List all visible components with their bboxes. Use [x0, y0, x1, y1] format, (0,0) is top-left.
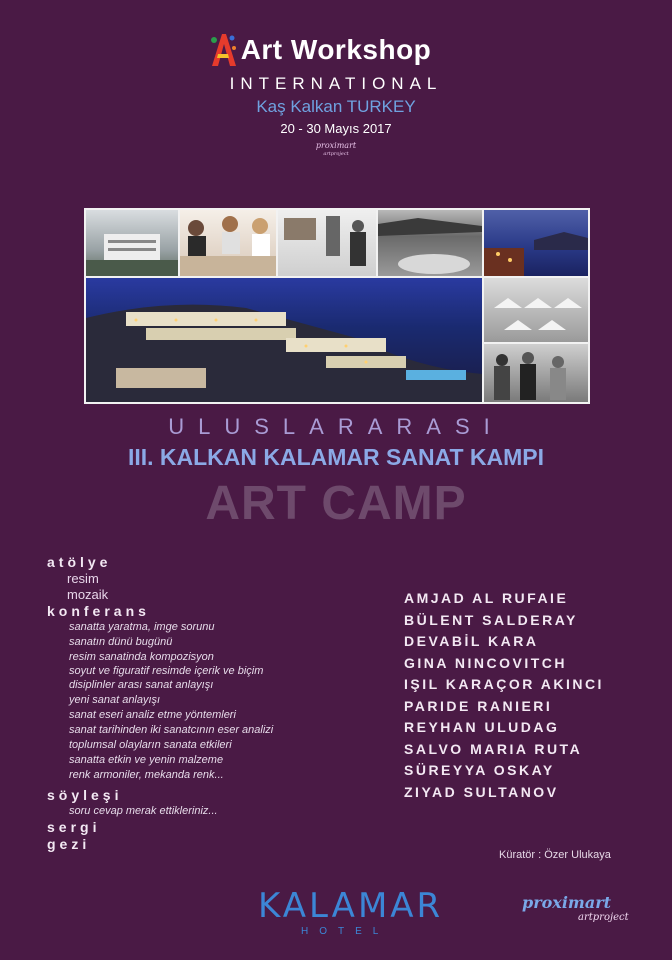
artist-list — [404, 588, 604, 803]
artist-name: SÜREYYA OSKAY — [404, 762, 555, 778]
list-item: resim sanatinda kompozisyon — [69, 651, 214, 663]
photo-visitors-bw — [484, 344, 588, 402]
list-item: soyut ve figuratif resimde içerik ve biçim — [69, 665, 264, 677]
artist-name: BÜLENT SALDERAY — [404, 611, 578, 628]
header-location: Kaş Kalkan TURKEY — [256, 97, 416, 116]
proximart-logo: proximart — [522, 893, 612, 912]
list-item: soru cevap merak ettikleriniz... — [69, 805, 218, 817]
list-item: sanatta etkin ve yenin malzeme — [69, 754, 224, 766]
program-heading-sergi: sergi — [47, 819, 101, 835]
photo-kalamar-hotel-night — [86, 278, 482, 402]
list-item: sanat eseri analiz etme yöntemleri — [69, 709, 236, 721]
artist-name: GINA NINCOVITCH — [404, 654, 567, 671]
program-heading-konferans: konferans — [47, 603, 150, 619]
list-item: toplumsal olayların sanata etkileri — [69, 739, 232, 751]
photo-sea-bw — [378, 210, 482, 276]
list-item: yeni sanat anlayışı — [69, 694, 161, 706]
program-heading-gezi: gezi — [47, 836, 91, 852]
artist-name: PARIDE RANIERI — [404, 697, 553, 714]
curator-credit: Küratör : Özer Ulukaya — [499, 849, 611, 861]
list-item: mozaik — [67, 587, 109, 602]
header-title: Art Workshop — [240, 34, 432, 65]
artist-name: REYHAN ULUDAG — [404, 719, 560, 735]
list-item: disiplinler arası sanat anlayışı — [69, 679, 214, 691]
photo-hotel-bw — [86, 210, 178, 276]
photo-collage — [84, 208, 590, 404]
header-dates: 20 - 30 Mayıs 2017 — [280, 121, 392, 136]
list-item: sanat tarihinden iki sanatcının eser analizi — [69, 724, 274, 736]
small-logo-sub: artproject — [323, 151, 349, 157]
photo-umbrellas-bw — [484, 278, 588, 342]
artist-name: DEVABİL KARA — [404, 633, 539, 649]
list-item: sanatta yaratma, imge sorunu — [69, 621, 215, 633]
program-heading-soylesi: söyleşi — [47, 787, 123, 803]
list-item: resim — [67, 571, 99, 586]
uluslararasi-heading: ULUSLARARASI — [168, 414, 504, 439]
list-item: sanatın dünü bugünü — [69, 636, 173, 648]
artist-name: AMJAD AL RUFAIE — [404, 590, 569, 606]
photo-exhibition — [278, 210, 376, 276]
proximart-small-logo — [0, 142, 672, 158]
hotel-word: HOTEL — [301, 926, 390, 937]
art-camp-heading: ART CAMP — [205, 477, 467, 530]
photo-women-table — [180, 210, 276, 276]
kalamar-hotel-logo: KALAMAR — [258, 886, 444, 926]
small-logo-text: proximart — [315, 141, 357, 150]
header-subtitle: INTERNATIONAL — [229, 74, 443, 93]
artist-name: IŞIL KARAÇOR AKINCI — [404, 676, 604, 692]
camp-name-heading: III. KALKAN KALAMAR SANAT KAMPI — [127, 444, 545, 470]
list-item: renk armoniler, mekanda renk... — [69, 769, 224, 781]
program-list — [47, 554, 273, 853]
artproject-sub-logo: artproject — [578, 912, 629, 923]
artist-name: SALVO MARIA RUTA — [404, 740, 583, 757]
artist-name: ZIYAD SULTANOV — [404, 783, 559, 800]
program-heading-atolye: atölye — [47, 554, 112, 570]
photo-coast-dusk — [484, 210, 588, 276]
